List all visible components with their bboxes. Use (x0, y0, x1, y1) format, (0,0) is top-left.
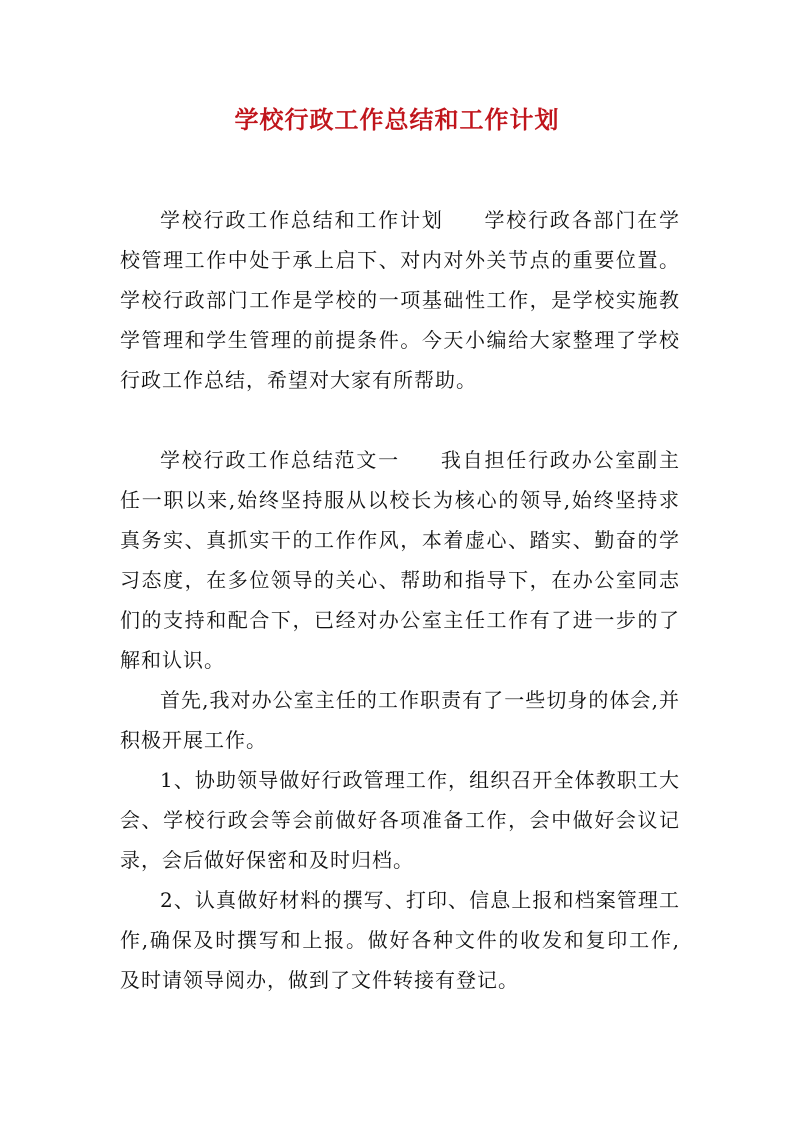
section1-heading: 学校行政工作总结范文一 (160, 448, 400, 472)
section1-paragraph (120, 440, 680, 680)
body-paragraph-3: 2、认真做好材料的撰写、打印、信息上报和档案管理工作,确保及时撰写和上报。做好各种文件的收发和复印工作,及时请领导阅办，做到了文件转接有登记。 (120, 888, 680, 992)
intro-text: 学校行政各部门在学校管理工作中处于承上启下、对内对外关节点的重要位置。学校行政部门工作是学校的一项基础性工作，是学校实施教学管理和学生管理的前提条件。今天小编给大家整理了学校行政工作总结，希望对大家有所帮助。 (120, 208, 681, 392)
section1-text: 我自担任行政办公室副主任一职以来,始终坚持服从以校长为核心的领导,始终坚持求真务实、真抓实干的工作作风，本着虚心、踏实、勤奋的学习态度，在多位领导的关心、帮助和指导下，在办公室同志们的支持和配合下，已经对办公室主任工作有了进一步的了解和认识。 (120, 448, 680, 672)
body-paragraph-2: 1、协助领导做好行政管理工作，组织召开全体教职工大会、学校行政会等会前做好各项准备工作，会中做好会议记录，会后做好保密和及时归档。 (120, 768, 680, 872)
intro-lead: 学校行政工作总结和工作计划 (160, 208, 444, 232)
document-title: 学校行政工作总结和工作计划 (234, 105, 560, 134)
paragraph-gap (120, 400, 680, 440)
body-paragraph-1: 首先,我对办公室主任的工作职责有了一些切身的体会,并积极开展工作。 (120, 688, 680, 752)
intro-paragraph (120, 200, 680, 400)
document-body (120, 200, 680, 1000)
